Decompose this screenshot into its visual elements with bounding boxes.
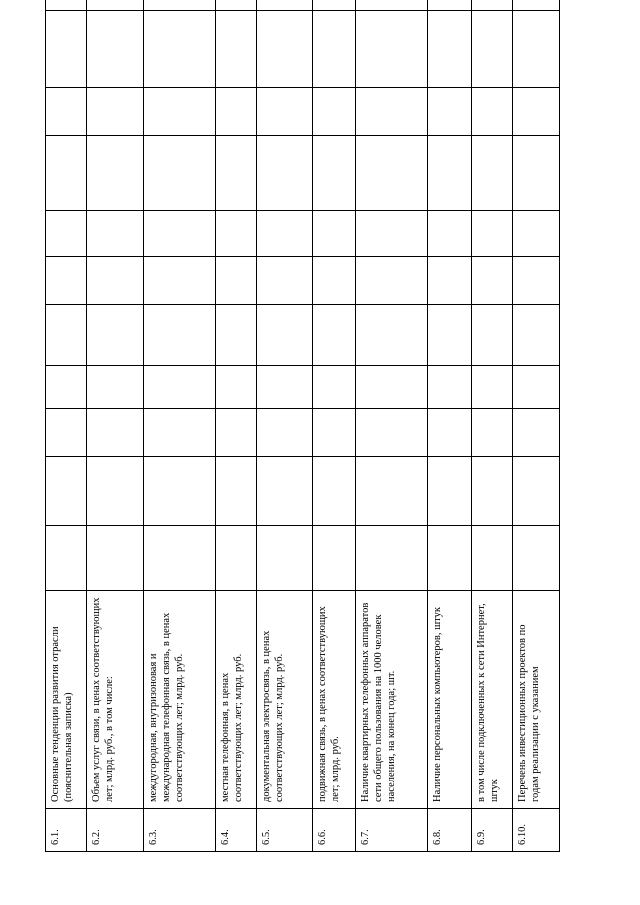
table-cell bbox=[257, 526, 313, 591]
row-description: Объем услуг связи, в ценах соответствующих лет; млрд. руб., в том числе: bbox=[87, 591, 144, 809]
table-cell bbox=[428, 211, 472, 257]
table-cell bbox=[144, 457, 216, 526]
table-cell bbox=[46, 257, 87, 305]
table-cell bbox=[513, 257, 560, 305]
table-cell bbox=[144, 88, 216, 136]
table-cell bbox=[216, 211, 257, 257]
table-cell bbox=[144, 211, 216, 257]
table-row bbox=[428, 0, 472, 852]
table-cell bbox=[313, 526, 356, 591]
row-number: 6.9. bbox=[472, 809, 513, 852]
row-number: 6.5. bbox=[257, 809, 313, 852]
table-cell bbox=[257, 457, 313, 526]
table-cell bbox=[313, 0, 356, 11]
table-cell bbox=[144, 136, 216, 211]
table-row bbox=[144, 0, 216, 852]
row-number: 6.1. bbox=[46, 809, 87, 852]
table-cell bbox=[356, 257, 428, 305]
table-cell bbox=[144, 0, 216, 11]
table-cell bbox=[313, 457, 356, 526]
table-cell bbox=[216, 88, 257, 136]
table-cell bbox=[216, 457, 257, 526]
indicators-table bbox=[45, 0, 560, 852]
row-description: местная телефонная, в ценах соответствующих лет; млрд. руб. bbox=[216, 591, 257, 809]
table-cell bbox=[513, 526, 560, 591]
table-cell bbox=[313, 136, 356, 211]
table-cell bbox=[428, 88, 472, 136]
table-cell bbox=[46, 211, 87, 257]
table-cell bbox=[216, 409, 257, 457]
table-cell bbox=[144, 409, 216, 457]
table-cell bbox=[313, 11, 356, 88]
table-row bbox=[356, 0, 428, 852]
table-cell bbox=[46, 88, 87, 136]
table-cell bbox=[216, 0, 257, 11]
table-cell bbox=[428, 11, 472, 88]
table-cell bbox=[46, 457, 87, 526]
table-cell bbox=[257, 211, 313, 257]
table-cell bbox=[472, 457, 513, 526]
row-number: 6.2. bbox=[87, 809, 144, 852]
table-cell bbox=[87, 457, 144, 526]
table-cell bbox=[87, 11, 144, 88]
table-cell bbox=[356, 457, 428, 526]
table-cell bbox=[428, 457, 472, 526]
table-cell bbox=[356, 409, 428, 457]
row-number: 6.10. bbox=[513, 809, 560, 852]
table-cell bbox=[313, 88, 356, 136]
table-cell bbox=[313, 305, 356, 366]
table-cell bbox=[472, 88, 513, 136]
rotated-table-wrapper bbox=[45, 18, 559, 852]
table-cell bbox=[356, 136, 428, 211]
table-cell bbox=[513, 88, 560, 136]
table-cell bbox=[46, 409, 87, 457]
table-cell bbox=[428, 366, 472, 409]
table-row bbox=[87, 0, 144, 852]
table-cell bbox=[257, 88, 313, 136]
table-cell bbox=[428, 305, 472, 366]
table-cell bbox=[257, 366, 313, 409]
table-cell bbox=[46, 0, 87, 11]
table-cell bbox=[472, 305, 513, 366]
table-cell bbox=[356, 11, 428, 88]
table-cell bbox=[216, 305, 257, 366]
table-cell bbox=[428, 409, 472, 457]
table-cell bbox=[216, 257, 257, 305]
table-cell bbox=[257, 305, 313, 366]
row-description: документальная электросвязь, в ценах соответствующих лет; млрд. руб. bbox=[257, 591, 313, 809]
table-row bbox=[313, 0, 356, 852]
table-cell bbox=[144, 257, 216, 305]
table-cell bbox=[313, 366, 356, 409]
table-cell bbox=[513, 11, 560, 88]
table-cell bbox=[513, 409, 560, 457]
row-number: 6.3. bbox=[144, 809, 216, 852]
table-cell bbox=[144, 305, 216, 366]
table-cell bbox=[87, 257, 144, 305]
table-cell bbox=[313, 257, 356, 305]
row-description: Перечень инвестиционных проектов по годам реализации с указанием bbox=[513, 591, 560, 809]
table-cell bbox=[472, 409, 513, 457]
table-cell bbox=[87, 88, 144, 136]
table-cell bbox=[472, 366, 513, 409]
table-cell bbox=[257, 257, 313, 305]
table-cell bbox=[513, 0, 560, 11]
table-cell bbox=[144, 11, 216, 88]
table-cell bbox=[216, 526, 257, 591]
table-cell bbox=[87, 409, 144, 457]
row-number: 6.8. bbox=[428, 809, 472, 852]
table-cell bbox=[428, 526, 472, 591]
table-cell bbox=[513, 366, 560, 409]
row-number: 6.4. bbox=[216, 809, 257, 852]
table-cell bbox=[472, 11, 513, 88]
table-cell bbox=[472, 136, 513, 211]
table-cell bbox=[356, 526, 428, 591]
table-cell bbox=[257, 11, 313, 88]
table-cell bbox=[313, 211, 356, 257]
table-cell bbox=[46, 366, 87, 409]
table-cell bbox=[257, 0, 313, 11]
table-cell bbox=[87, 305, 144, 366]
table-row bbox=[46, 0, 87, 852]
row-number: 6.7. bbox=[356, 809, 428, 852]
table-cell bbox=[428, 136, 472, 211]
table-cell bbox=[472, 257, 513, 305]
row-description: подвижная связь, в ценах соответствующих лет; млрд. руб. bbox=[313, 591, 356, 809]
table-cell bbox=[472, 526, 513, 591]
table-cell bbox=[356, 88, 428, 136]
table-cell bbox=[87, 366, 144, 409]
row-number: 6.6. bbox=[313, 809, 356, 852]
table-row bbox=[472, 0, 513, 852]
table-cell bbox=[428, 257, 472, 305]
table-cell bbox=[513, 457, 560, 526]
table-cell bbox=[257, 136, 313, 211]
table-cell bbox=[46, 11, 87, 88]
table-cell bbox=[144, 526, 216, 591]
table-row bbox=[513, 0, 560, 852]
table-cell bbox=[46, 305, 87, 366]
table-cell bbox=[356, 366, 428, 409]
row-description: междугородная, внутризоновая и международная телефонная связь, в ценах соответствующих лет; млрд. руб. bbox=[144, 591, 216, 809]
table-cell bbox=[216, 366, 257, 409]
row-description: в том числе подключенных к сети Интернет, штук bbox=[472, 591, 513, 809]
row-description: Наличие квартирных телефонных аппаратов сети общего пользования на 1000 человек населения, на конец года; шт. bbox=[356, 591, 428, 809]
table-cell bbox=[216, 136, 257, 211]
table-row bbox=[257, 0, 313, 852]
table-cell bbox=[216, 11, 257, 88]
table-cell bbox=[356, 0, 428, 11]
table-cell bbox=[513, 211, 560, 257]
table-cell bbox=[87, 211, 144, 257]
table-cell bbox=[46, 136, 87, 211]
table-cell bbox=[472, 211, 513, 257]
table-cell bbox=[513, 136, 560, 211]
table-cell bbox=[513, 305, 560, 366]
table-cell bbox=[87, 526, 144, 591]
table-cell bbox=[46, 526, 87, 591]
table-cell bbox=[356, 211, 428, 257]
row-description: Основные тенденции развития отрасли (пояснительная записка) bbox=[46, 591, 87, 809]
table-cell bbox=[472, 0, 513, 11]
table-cell bbox=[356, 305, 428, 366]
table-cell bbox=[313, 409, 356, 457]
row-description: Наличие персональных компьютеров, штук bbox=[428, 591, 472, 809]
table-cell bbox=[428, 0, 472, 11]
table-cell bbox=[87, 136, 144, 211]
table-cell bbox=[87, 0, 144, 11]
table-cell bbox=[144, 366, 216, 409]
table-row bbox=[216, 0, 257, 852]
table-cell bbox=[257, 409, 313, 457]
